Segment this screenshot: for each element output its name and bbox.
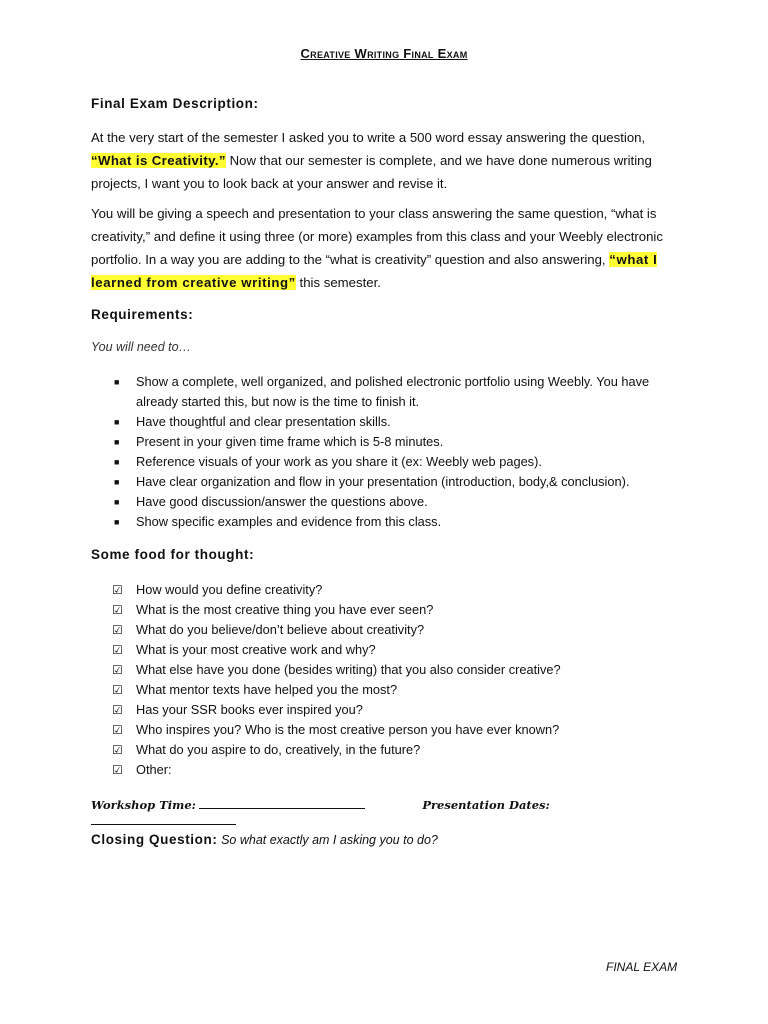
checkbox-checked-icon: ☑ xyxy=(112,763,123,777)
closing-question-label: Closing Question: xyxy=(91,832,218,847)
square-bullet-icon: ■ xyxy=(114,377,120,387)
food-item-text: What do you aspire to do, creatively, in the future? xyxy=(136,742,421,757)
square-bullet-icon: ■ xyxy=(114,437,120,447)
requirement-text: Have thoughtful and clear presentation skills. xyxy=(136,414,391,429)
food-item xyxy=(112,720,672,740)
workshop-time-blank[interactable] xyxy=(199,796,365,809)
food-item xyxy=(112,660,672,680)
food-for-thought-list xyxy=(112,580,672,780)
food-item-text: What is the most creative thing you have ever seen? xyxy=(136,602,434,617)
fields-row xyxy=(91,796,691,828)
food-item xyxy=(112,640,672,660)
square-bullet-icon: ■ xyxy=(114,497,120,507)
square-bullet-icon: ■ xyxy=(114,517,120,527)
description-heading: Final Exam Description: xyxy=(91,96,259,111)
checkbox-checked-icon: ☑ xyxy=(112,623,123,637)
requirement-text: Reference visuals of your work as you share it (ex: Weebly web pages). xyxy=(136,454,542,469)
food-heading: Some food for thought: xyxy=(91,547,255,562)
square-bullet-icon: ■ xyxy=(114,417,120,427)
checkbox-checked-icon: ☑ xyxy=(112,683,123,697)
square-bullet-icon: ■ xyxy=(114,457,120,467)
paragraph-1-text-end: Now that our semester is complete, and we have done numerous writing projects, I want you to look back at your answer and revise it. xyxy=(91,153,652,191)
food-item-text: What is your most creative work and why? xyxy=(136,642,376,657)
requirement-item xyxy=(112,412,672,432)
checkbox-checked-icon: ☑ xyxy=(112,643,123,657)
requirements-intro: You will need to… xyxy=(91,340,192,354)
closing-question xyxy=(91,832,438,847)
checkbox-checked-icon: ☑ xyxy=(112,743,123,757)
closing-question-text: So what exactly am I asking you to do? xyxy=(221,833,438,847)
food-item-text: What else have you done (besides writing) that you also consider creative? xyxy=(136,662,561,677)
food-item-text: What mentor texts have helped you the most? xyxy=(136,682,398,697)
document-title: Creative Writing Final Exam xyxy=(300,46,468,61)
food-item-text: What do you believe/don’t believe about creativity? xyxy=(136,622,425,637)
requirement-text: Have clear organization and flow in your presentation (introduction, body,& conclusion). xyxy=(136,474,630,489)
paragraph-2-text-end: this semester. xyxy=(295,275,381,290)
paragraph-1-text-start: At the very start of the semester I asked you to write a 500 word essay answering the question, xyxy=(91,130,646,145)
highlight-what-is-creativity: “What is Creativity.” xyxy=(91,153,226,168)
paragraph-2-text-start: You will be giving a speech and presentation to your class answering the same question, “what is creativity,” and define it using three (or more) examples from this class and your Weebly electronic portfolio. In a way you are adding to the “what is creativity” question and also answering, xyxy=(91,206,663,267)
presentation-dates-label: Presentation Dates: xyxy=(422,798,550,812)
food-item-text: Has your SSR books ever inspired you? xyxy=(136,702,363,717)
checkbox-checked-icon: ☑ xyxy=(112,723,123,737)
requirements-list xyxy=(112,372,672,532)
description-paragraph-1 xyxy=(91,126,681,195)
food-item xyxy=(112,620,672,640)
food-item xyxy=(112,760,672,780)
requirement-item xyxy=(112,432,672,452)
food-item xyxy=(112,580,672,600)
food-item-text: How would you define creativity? xyxy=(136,582,323,597)
requirement-item xyxy=(112,372,672,412)
requirement-text: Show specific examples and evidence from this class. xyxy=(136,514,442,529)
workshop-time-label: Workshop Time: xyxy=(91,798,196,812)
requirement-item xyxy=(112,452,672,472)
requirement-text: Present in your given time frame which is 5-8 minutes. xyxy=(136,434,444,449)
requirement-item xyxy=(112,492,672,512)
checkbox-checked-icon: ☑ xyxy=(112,703,123,717)
presentation-dates-blank[interactable] xyxy=(91,812,236,825)
highlight-what-i-learned: “what I learned from creative writing” xyxy=(91,252,658,290)
requirements-heading: Requirements: xyxy=(91,307,194,322)
checkbox-checked-icon: ☑ xyxy=(112,663,123,677)
description-paragraph-2 xyxy=(91,202,681,294)
checkbox-checked-icon: ☑ xyxy=(112,603,123,617)
checkbox-checked-icon: ☑ xyxy=(112,583,123,597)
food-item xyxy=(112,700,672,720)
food-item xyxy=(112,740,672,760)
requirement-item xyxy=(112,472,672,492)
page-footer: FINAL EXAM xyxy=(606,960,678,974)
square-bullet-icon: ■ xyxy=(114,477,120,487)
food-item xyxy=(112,600,672,620)
food-item xyxy=(112,680,672,700)
requirement-text: Show a complete, well organized, and polished electronic portfolio using Weebly. You have already started this, but now is the time to finish it. xyxy=(136,374,650,409)
food-item-text: Other: xyxy=(136,762,172,777)
requirement-item xyxy=(112,512,672,532)
food-item-text: Who inspires you? Who is the most creative person you have ever known? xyxy=(136,722,560,737)
requirement-text: Have good discussion/answer the questions above. xyxy=(136,494,428,509)
